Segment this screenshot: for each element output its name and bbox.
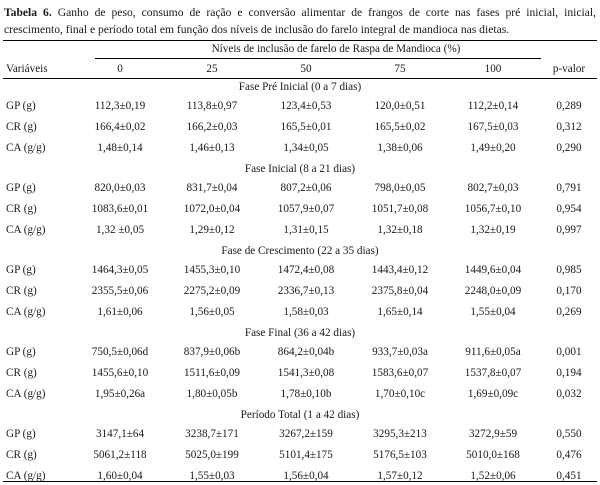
table-cell: 5061,2±118 [93, 449, 147, 461]
table-cell: 1056,7±0,10 [464, 203, 522, 215]
table-caption-text: Ganho de peso, consumo de ração e conversão alimentar de frangos de corte nas fases pré inicial, inicial, crescimento, final e período total em função dos níveis de inclusão do farelo integral de mandioca nas dietas. [4, 6, 596, 36]
table-cell: 864,2±0,04b [277, 346, 335, 358]
row-pvalue: 0,451 [556, 470, 582, 482]
row-variable: CA (g/g) [6, 142, 46, 154]
table-cell: 750,5±0,06d [91, 346, 149, 358]
table-cell: 3267,2±159 [279, 428, 333, 440]
table-cell: 1,31±0,15 [283, 224, 329, 236]
table-cell: 1083,6±0,01 [91, 203, 149, 215]
group-header-rule [95, 58, 541, 59]
table-cell: 165,5±0,02 [374, 121, 426, 133]
table-cell: 2375,8±0,04 [371, 285, 429, 297]
row-pvalue: 0,269 [556, 306, 582, 318]
table-cell: 1,48±0,14 [97, 142, 143, 154]
row-variable: CA (g/g) [6, 306, 46, 318]
table-cell: 820,0±0,03 [94, 182, 146, 194]
table-top-rule [3, 40, 597, 41]
table-cell: 1,57±0,12 [377, 470, 423, 482]
table-cell: 123,4±0,53 [280, 100, 332, 112]
table-caption-label: Tabela 6. [4, 6, 52, 19]
table-cell: 1,61±0,06 [97, 306, 143, 318]
table-cell: 1057,9±0,07 [277, 203, 335, 215]
table-cell: 1,32 ±0,05 [95, 224, 145, 236]
table-cell: 2248,0±0,09 [464, 285, 522, 297]
row-pvalue: 0,550 [556, 428, 582, 440]
table-cell: 1472,4±0,08 [277, 264, 335, 276]
table-cell: 1,60±0,04 [97, 470, 143, 482]
row-pvalue: 0,001 [556, 346, 582, 358]
row-variable: GP (g) [6, 264, 36, 276]
table-cell: 1,69±0,09c [467, 388, 519, 400]
table-cell: 3272,9±59 [468, 428, 518, 440]
row-variable: CA (g/g) [6, 470, 46, 482]
table-cell: 1051,7±0,08 [371, 203, 429, 215]
table-cell: 1443,4±0,12 [371, 264, 429, 276]
table-cell: 933,7±0,03a [372, 346, 428, 358]
header-level: 0 [117, 63, 123, 75]
table-cell: 1,58±0,03 [283, 306, 329, 318]
row-variable: GP (g) [6, 428, 36, 440]
table-cell: 1,29±0,12 [189, 224, 235, 236]
row-variable: GP (g) [6, 100, 36, 112]
table-cell: 1072,0±0,04 [183, 203, 241, 215]
row-variable: CA (g/g) [6, 224, 46, 236]
row-pvalue: 0,290 [556, 142, 582, 154]
table-cell: 2275,2±0,09 [183, 285, 241, 297]
section-title: Fase Final (36 a 42 dias) [244, 327, 356, 339]
table-cell: 1511,6±0,09 [183, 367, 241, 379]
row-pvalue: 0,997 [556, 224, 582, 236]
table-cell: 798,0±0,05 [374, 182, 426, 194]
row-variable: CR (g) [6, 367, 37, 379]
table-cell: 3295,3±213 [373, 428, 427, 440]
header-level: 75 [394, 63, 406, 75]
row-pvalue: 0,170 [556, 285, 582, 297]
table-cell: 3238,7±171 [185, 428, 239, 440]
table-cell: 1,55±0,04 [470, 306, 516, 318]
table-cell: 166,2±0,03 [186, 121, 238, 133]
row-pvalue: 0,954 [556, 203, 582, 215]
table-cell: 112,2±0,14 [467, 100, 519, 112]
row-pvalue: 0,476 [556, 449, 582, 461]
row-variable: GP (g) [6, 182, 36, 194]
section-title: Fase de Crescimento (22 a 35 dias) [221, 245, 379, 257]
table-cell: 1455,3±0,10 [183, 264, 241, 276]
table-cell: 5101,4±175 [279, 449, 333, 461]
row-variable: CR (g) [6, 203, 37, 215]
header-variables: Variáveis [6, 63, 48, 75]
table-caption [4, 4, 596, 38]
row-variable: CA (g/g) [6, 388, 46, 400]
table-cell: 165,5±0,01 [280, 121, 332, 133]
table-cell: 1,49±0,20 [470, 142, 516, 154]
header-level: 25 [206, 63, 218, 75]
table-cell: 807,2±0,06 [280, 182, 332, 194]
table-cell: 1449,6±0,04 [464, 264, 522, 276]
table-cell: 1583,6±0,07 [371, 367, 429, 379]
row-variable: CR (g) [6, 121, 37, 133]
table-cell: 5010,0±168 [466, 449, 520, 461]
row-variable: GP (g) [6, 346, 36, 358]
row-pvalue: 0,791 [556, 182, 582, 194]
table-cell: 1,70±0,10c [374, 388, 426, 400]
table-cell: 1455,6±0,10 [91, 367, 149, 379]
table-cell: 5025,0±199 [185, 449, 239, 461]
table-cell: 167,5±0,03 [467, 121, 519, 133]
header-level: 100 [484, 63, 502, 75]
table-cell: 831,7±0,04 [186, 182, 238, 194]
group-header: Níveis de inclusão de farelo de Raspa de Mandioca (%) [211, 43, 461, 55]
table-cell: 120,0±0,51 [374, 100, 426, 112]
table-cell: 112,3±0,19 [94, 100, 146, 112]
table-cell: 1,95±0,26a [94, 388, 146, 400]
table-cell: 911,6±0,05a [465, 346, 521, 358]
row-pvalue: 0,985 [556, 264, 582, 276]
table-bottom-rule [3, 481, 597, 482]
section-title: Fase Inicial (8 a 21 dias) [244, 163, 356, 175]
row-pvalue: 0,289 [556, 100, 582, 112]
table-cell: 1,38±0,06 [377, 142, 423, 154]
header-pvalue: p-valor [552, 63, 586, 75]
section-title: Fase Pré Inicial (0 a 7 dias) [238, 81, 362, 93]
table-cell: 802,7±0,03 [467, 182, 519, 194]
table-cell: 1,46±0,13 [189, 142, 235, 154]
row-pvalue: 0,194 [556, 367, 582, 379]
table-cell: 837,9±0,06b [183, 346, 241, 358]
table-cell: 166,4±0,02 [94, 121, 146, 133]
table-cell: 5176,5±103 [373, 449, 427, 461]
section-title: Período Total (1 a 42 dias) [240, 409, 360, 421]
table-cell: 1541,3±0,08 [277, 367, 335, 379]
table-cell: 2336,7±0,13 [277, 285, 335, 297]
table-cell: 2355,5±0,06 [91, 285, 149, 297]
row-pvalue: 0,312 [556, 121, 582, 133]
table-cell: 1464,3±0,05 [91, 264, 149, 276]
table-cell: 3147,1±64 [95, 428, 145, 440]
table-cell: 1,80±0,05b [186, 388, 238, 400]
header-bottom-rule [3, 78, 597, 79]
table-cell: 1,52±0,06 [470, 470, 516, 482]
table-cell: 1,32±0,18 [377, 224, 423, 236]
table-cell: 1537,8±0,07 [464, 367, 522, 379]
header-level: 50 [300, 63, 312, 75]
table-cell: 1,34±0,05 [283, 142, 329, 154]
table-cell: 1,65±0,14 [377, 306, 423, 318]
row-pvalue: 0,032 [556, 388, 582, 400]
table-cell: 1,55±0,03 [189, 470, 235, 482]
table-cell: 1,56±0,05 [189, 306, 235, 318]
row-variable: CR (g) [6, 285, 37, 297]
row-variable: CR (g) [6, 449, 37, 461]
table-cell: 1,56±0,04 [283, 470, 329, 482]
table-cell: 113,8±0,97 [186, 100, 238, 112]
table-cell: 1,78±0,10b [280, 388, 332, 400]
table-cell: 1,32±0,19 [470, 224, 516, 236]
